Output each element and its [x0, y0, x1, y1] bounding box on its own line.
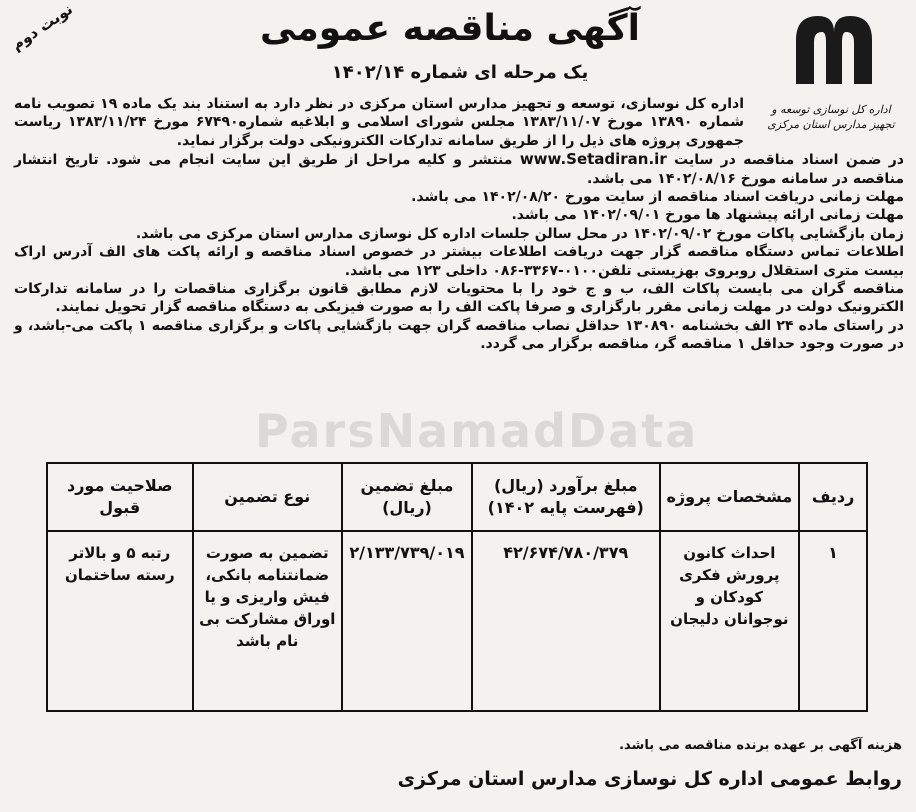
publication-round-badge: نوبت دوم	[8, 0, 76, 54]
notice-subtitle: یک مرحله ای شماره ۱۴۰۲/۱۴	[331, 62, 589, 83]
projects-table	[46, 462, 868, 712]
table-row	[47, 531, 867, 711]
header-project: مشخصات پروژه	[660, 463, 800, 531]
paragraph-bid-deadline: مهلت زمانی ارائه پیشنهاد ها مورخ ۱۴۰۲/۰۹/۰۱ می باشد.	[511, 207, 904, 224]
header-qualification: صلاحیت مورد قبول	[47, 463, 193, 531]
paragraph-envelopes: مناقصه گران می بایست پاکات الف، ب و ج خود را با محتویات لازم مطابق قانون برگزاری مناقصات را در سامانه تدارکات الکترونیک دولت در مهلت زمانی مقرر بارگزاری و صرفا پاکت الف را به صورت فیزیکی به دستگاه مناقصه گزار تحویل نمایند.	[14, 281, 904, 316]
logo-emblem-icon	[788, 10, 880, 88]
header-guarantee-type: نوع تضمین	[193, 463, 342, 531]
paragraph-quorum: در راستای ماده ۲۴ الف بخشنامه ۱۳۰۸۹۰ حداقل نصاب مناقصه گران جهت بازگشایی پاکات و برگزاری مناقصه ۱ پاکت می-باشد، و در صورت وجود حداقل ۱ مناقصه گر، مناقصه برگزار می گردد.	[14, 317, 904, 353]
paragraph-documents-start: در ضمن اسناد مناقصه در سایت	[674, 152, 904, 169]
paragraph-documents-end: منتشر و کلیه مراحل از طریق این سایت انجام می شود. تاریخ انتشار مناقصه در سامانه مورخ ۱۴۰۲/۰۸/۱۶ می باشد.	[14, 152, 904, 187]
cell-qualification: رتبه ۵ و بالاتر رسته ساختمان	[47, 531, 193, 711]
paragraph-documents	[14, 150, 904, 188]
cell-guarantee-type: تضمین به صورت ضمانتنامه بانکی، فیش واریزی و یا اوراق مشارکت بی نام باشد	[193, 531, 342, 711]
header-row-number: ردیف	[799, 463, 867, 531]
cell-row-number: ۱	[799, 531, 867, 711]
notice-title: آگهی مناقصه عمومی	[260, 8, 640, 49]
table-header-row	[47, 463, 867, 531]
paragraph-intro: اداره کل نوسازی، توسعه و تجهیز مدارس استان مرکزی در نظر دارد به استناد بند یک ماده ۱۹ تصویب نامه شماره ۱۳۸۹۰ مورخ ۱۳۸۳/۱۱/۰۷ مجلس شورای اسلامی و ابلاغیه شماره۶۷۴۹۰ مورخ ۱۳۸۳/۱۱/۲۴ ریاست جمهوری پروژه های ذیل را از طریق سامانه تدارکات الکترونیکی دولت برگزار نماید.	[14, 96, 744, 149]
paragraph-opening-date: زمان بازگشایی پاکات مورخ ۱۴۰۲/۰۹/۰۲ در محل سالن جلسات اداره کل نوسازی مدارس استان مرکزی می باشد.	[135, 225, 904, 242]
watermark-text: ParsNamadData	[255, 404, 699, 458]
cost-footnote: هزینه آگهی بر عهده برنده مناقصه می باشد.	[619, 738, 902, 753]
paragraph-contact: اطلاعات تماس دستگاه مناقصه گزار جهت دریافت اطلاعات بیشتر در خصوص اسناد مناقصه و ارائه پاکت های الف آدرس اراک بیست متری استقلال روبروی بهزیستی تلفن۰۱۰۰-۳۳۶۷-۰۸۶ داخلی ۱۲۳ می باشد.	[14, 244, 904, 279]
paragraph-doc-deadline: مهلت زمانی دریافت اسناد مناقصه از سایت مورخ ۱۴۰۲/۰۸/۲۰ می باشد.	[411, 189, 904, 206]
cell-guarantee-amount: ۲/۱۳۳/۷۳۹/۰۱۹	[342, 531, 472, 711]
cell-project: احداث کانون پرورش فکری کودکان و نوجوانان دلیجان	[660, 531, 800, 711]
header-guarantee-amount: مبلغ تضمین (ریال)	[342, 463, 472, 531]
public-relations-signature: روابط عمومی اداره کل نوسازی مدارس استان مرکزی	[397, 768, 902, 790]
logo-caption: اداره کل نوسازی توسعه و تجهیز مدارس استان مرکزی	[767, 103, 895, 131]
header-estimate: مبلغ برآورد (ریال) (فهرست پایه ۱۴۰۲)	[472, 463, 660, 531]
setadiran-link[interactable]: www.Setadiran.ir	[519, 150, 667, 169]
cell-estimate: ۴۲/۶۷۴/۷۸۰/۳۷۹	[472, 531, 660, 711]
notice-body	[14, 95, 904, 354]
